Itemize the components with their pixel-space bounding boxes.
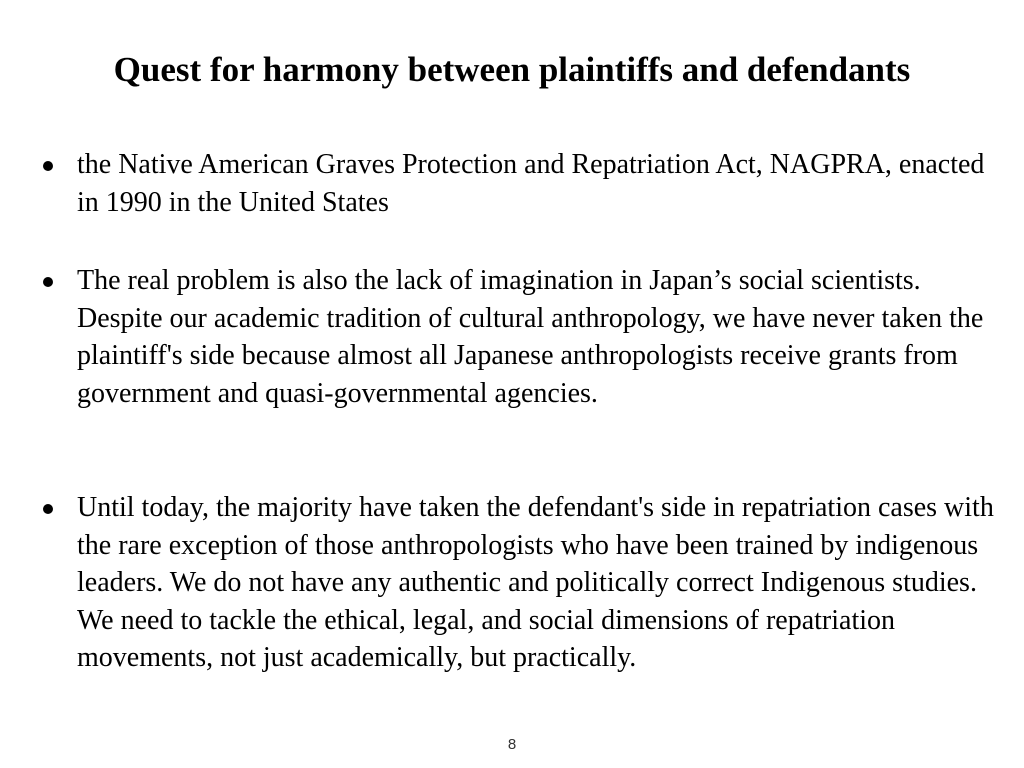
page-number: 8 [507, 736, 517, 753]
slide-title: Quest for harmony between plaintiffs and defendants [113, 50, 911, 89]
bullet-text: the Native American Graves Protection and Repatriation Act, NAGPRA, enacted in 1990 in the United States [77, 149, 985, 218]
bullet-dot-icon [43, 504, 53, 514]
bullet-dot-icon [43, 161, 53, 171]
bullet-text: Until today, the majority have taken the defendant's side in repatriation cases with the rare exception of those anthropologists who have been trained by indigenous leaders. We do not have any authentic and politically correct Indigenous studies. We need to tackle the ethical, legal, and social dimensions of repatriation movements, not just academically, but practically. [77, 492, 994, 673]
bullet-text: The real problem is also the lack of imagination in Japan’s social scientists. Despite our academic tradition of cultural anthropology, we have never taken the plaintiff's side because almost all Japanese anthropologists receive grants from government and quasi-governmental agencies. [77, 265, 984, 409]
bullet-dot-icon [43, 277, 53, 287]
